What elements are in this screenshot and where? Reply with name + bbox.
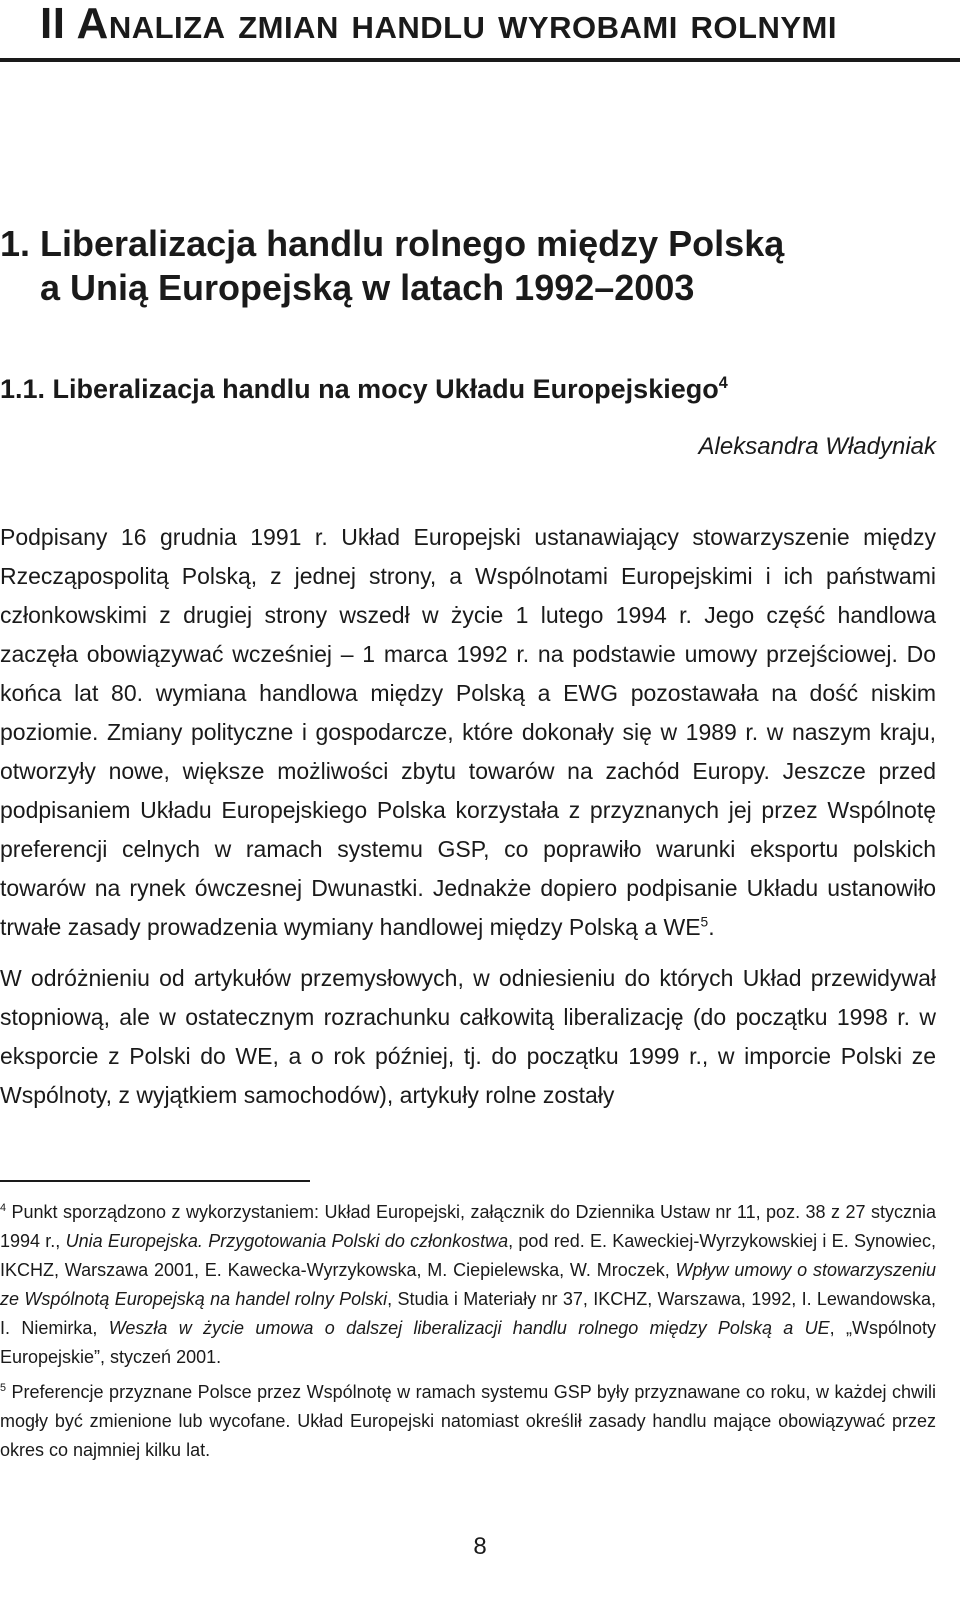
footnote-4 xyxy=(0,1198,936,1372)
footnote-4-text-3: , Studia i Materiały nr 37, IKCHZ, Warszawa, 1992, I. Lewandowska, I. Niemirka, xyxy=(0,1289,936,1338)
section-title-line-1: 1. Liberalizacja handlu rolnego między Polską xyxy=(0,223,785,264)
paragraph-2: W odróżnieniu od artykułów przemysłowych, w odniesieniu do których Układ przewidywał stopniową, ale w ostatecznym rozrachunku całkowitą liberalizację (do początku 1998 r. w eksporcie z Polski do WE, a o rok później, tj. do początku 1999 r., w imporcie Polski ze Wspólnoty, z wyjątkiem samochodów), artykuły rolne zostały xyxy=(0,965,936,1108)
section-title-line-2: a Unią Europejską w latach 1992–2003 xyxy=(40,267,695,308)
chapter-title-underline xyxy=(0,58,960,62)
footnote-4-number: 4 xyxy=(0,1202,7,1214)
footnote-ref-5: 5 xyxy=(700,914,709,930)
subsection-title-text: 1.1. Liberalizacja handlu na mocy Układu Europejskiego xyxy=(0,374,719,404)
subsection-title xyxy=(0,372,728,406)
footnote-4-italic-1: Unia Europejska. Przygotowania Polski do członkostwa xyxy=(65,1231,509,1251)
footnote-5-text: Preferencje przyznane Polsce przez Wspólnotę w ramach systemu GSP były przyznawane co roku, w każdej chwili mogły być zmienione lub wycofane. Układ Europejski natomiast określił zasady handlu mające obowiązywać przez okres co najmniej kilku lat. xyxy=(0,1382,936,1460)
footnote-4-italic-3: Weszła w życie umowa o dalszej liberalizacji handlu rolnego między Polską a UE xyxy=(108,1318,830,1338)
footnote-5 xyxy=(0,1378,936,1465)
footnote-4-text-4: , „Wspólnoty Europejskie”, styczeń 2001. xyxy=(0,1318,937,1367)
footnote-4-text-1: Punkt sporządzono z wykorzystaniem: Układ Europejski, załącznik do Dziennika Ustaw nr 11, poz. 38 z 27 stycznia 1994 r., xyxy=(0,1202,936,1251)
chapter-title: II Analiza zmian handlu wyrobami rolnymi xyxy=(40,0,837,48)
footnote-5-number: 5 xyxy=(0,1382,7,1394)
author-name: Aleksandra Władyniak xyxy=(698,433,936,460)
paragraph-1-end: . xyxy=(708,914,715,940)
paragraph-1-text: Podpisany 16 grudnia 1991 r. Układ Europejski ustanawiający stowarzyszenie między Rzecząpospolitą Polską, z jednej strony, a Wspólnotami Europejskimi i ich państwami członkowskimi z drugiej strony wszedł w życie 1 lutego 1994 r. Jego część handlowa zaczęła obowiązywać wcześniej – 1 marca 1992 r. na podstawie umowy przejściowej. Do końca lat 80. wymiana handlowa między Polską a EWG pozostawała na dość niskim poziomie. Zmiany polityczne i gospodarcze, które dokonały się w 1989 r. w naszym kraju, otworzyły nowe, większe możliwości zbytu towarów na zachód Europy. Jeszcze przed podpisaniem Układu Europejskiego Polska korzystała z przyznanych jej przez Wspólnotę preferencji celnych w ramach systemu GSP, co poprawiło warunki eksportu polskich towarów na rynek ówczesnej Dwunastki. Jednakże dopiero podpisanie Układu ustanowiło trwałe zasady prowadzenia wymiany handlowej między Polską a WE xyxy=(0,524,936,940)
paragraph-1 xyxy=(0,518,936,947)
footnotes xyxy=(0,1198,936,1471)
footnote-4-italic-2: Wpływ umowy o stowarzyszeniu ze Wspólnotą Europejską na handel rolny Polski xyxy=(0,1260,936,1309)
page-number: 8 xyxy=(473,1533,487,1560)
body-text xyxy=(0,518,936,1127)
footnote-separator xyxy=(0,1180,310,1182)
section-title xyxy=(0,222,784,310)
footnote-4-text-2: , pod red. E. Kaweckiej-Wyrzykowskiej i E. Synowiec, IKCHZ, Warszawa 2001, E. Kawecka-Wyrzykowska, M. Ciepielewska, W. Mroczek, xyxy=(0,1231,936,1280)
footnote-ref-4: 4 xyxy=(718,374,728,392)
